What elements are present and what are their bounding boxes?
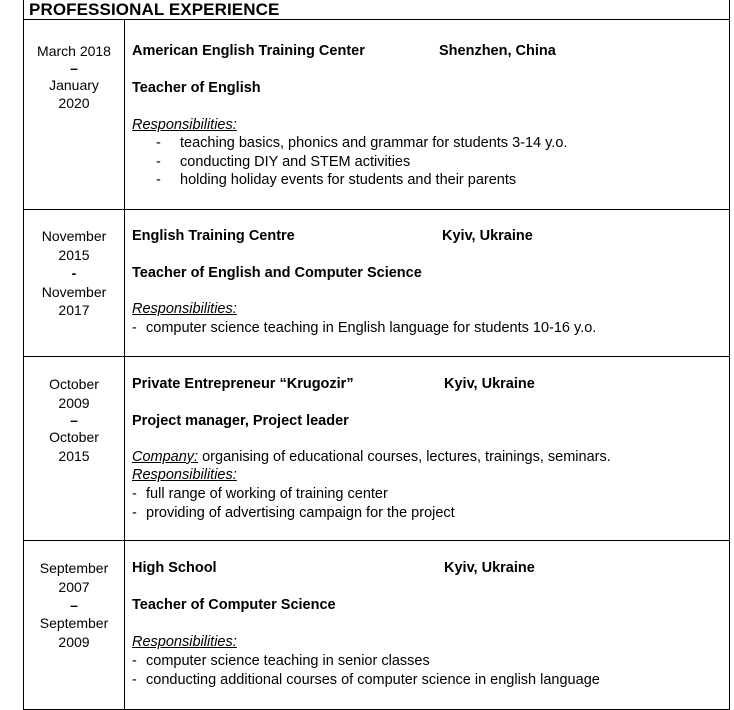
list-item: - computer science teaching in English language for students 10-16 y.o. — [132, 320, 597, 336]
responsibilities-label: Responsibilities: — [132, 117, 237, 133]
date-end: November — [41, 283, 107, 300]
list-item: - computer science teaching in senior classes — [132, 653, 430, 669]
date-start-year: 2015 — [58, 246, 90, 263]
company-text: organising of educational courses, lectures, trainings, seminars. — [198, 449, 611, 465]
responsibilities-label: Responsibilities: — [132, 467, 237, 483]
responsibilities-list — [132, 134, 567, 190]
date-end-year: 2017 — [58, 302, 90, 318]
list-item: - conducting DIY and STEM activities — [156, 153, 411, 170]
date-separator: – — [70, 59, 78, 76]
list-item: - full range of working of training center — [132, 486, 388, 502]
date-start-year: 2007 — [58, 578, 90, 595]
list-item: - teaching basics, phonics and grammar for students 3-14 y.o. — [156, 135, 568, 151]
date-start: March 2018 — [37, 43, 111, 59]
date-end: October — [49, 429, 99, 445]
responsibilities-label: Responsibilities: — [132, 301, 237, 317]
list-item: - conducting additional courses of computer science in english language — [132, 671, 600, 688]
section-header — [23, 0, 730, 20]
date-separator: - — [71, 265, 77, 281]
section-title: PROFESSIONAL EXPERIENCE — [29, 0, 280, 19]
organization-name: Private Entrepreneur “Krugozir” — [132, 376, 354, 392]
job-entry-1 — [23, 20, 732, 210]
organization-name: American English Training Center — [132, 43, 365, 59]
job-entry-4 — [23, 541, 732, 710]
date-start: September — [39, 560, 109, 576]
responsibilities-list — [132, 319, 596, 338]
date-end-year: 2020 — [58, 95, 90, 111]
date-start: October — [49, 376, 99, 392]
job-role: Project manager, Project leader — [132, 413, 349, 429]
date-end: September — [39, 615, 109, 631]
organization-location: Shenzhen, China — [439, 43, 556, 59]
job-dates — [24, 42, 124, 113]
date-end-year: 2015 — [58, 447, 90, 464]
list-item: - providing of advertising campaign for the project — [132, 504, 455, 521]
job-entry-3 — [23, 357, 732, 541]
job-dates — [24, 559, 124, 651]
organization-location: Kyiv, Ukraine — [444, 376, 535, 392]
job-dates — [24, 227, 124, 320]
cv-document — [23, 0, 732, 710]
list-item: - holding holiday events for students and their parents — [156, 172, 517, 188]
job-entry-2 — [23, 210, 732, 357]
job-dates — [24, 375, 124, 465]
job-role: Teacher of English and Computer Science — [132, 265, 422, 281]
company-label: Company: — [132, 449, 199, 465]
responsibilities-list — [132, 485, 455, 522]
job-role: Teacher of English — [132, 80, 261, 96]
date-start: November — [41, 228, 107, 244]
organization-location: Kyiv, Ukraine — [442, 228, 533, 244]
date-end: January — [49, 76, 99, 93]
date-separator: – — [70, 597, 78, 613]
organization-name: English Training Centre — [132, 228, 295, 244]
date-end-year: 2009 — [58, 633, 90, 650]
date-start-year: 2009 — [58, 394, 90, 411]
organization-name: High School — [132, 560, 217, 576]
responsibilities-list — [132, 652, 600, 689]
responsibilities-label: Responsibilities: — [132, 634, 237, 650]
date-separator: – — [70, 412, 78, 428]
job-role: Teacher of Computer Science — [132, 597, 336, 613]
organization-location: Kyiv, Ukraine — [444, 560, 535, 576]
company-description — [132, 449, 611, 465]
